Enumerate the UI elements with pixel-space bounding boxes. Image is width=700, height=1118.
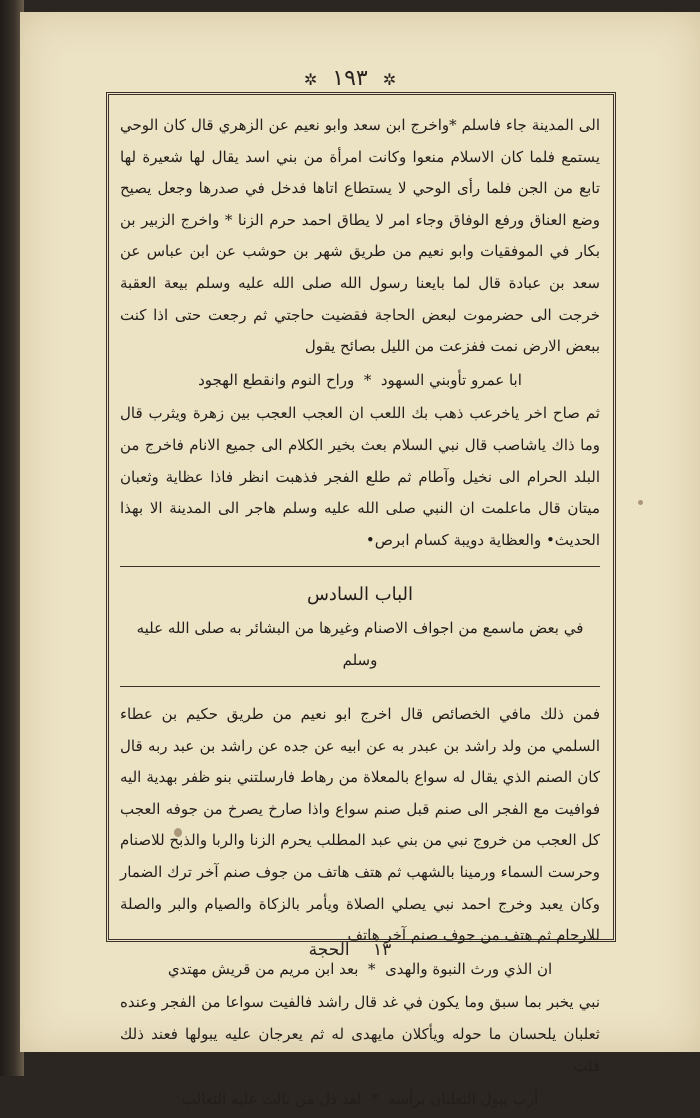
verse-3 [120,1084,600,1116]
ornament-left-icon: ✲ [382,70,397,89]
section-divider-bottom [120,686,600,687]
signature-line [0,940,700,960]
verse-1-second-hemistich: وراح النوم وانقطع الهجود [198,370,355,389]
main-text-block [120,110,600,1118]
paragraph-3: فمن ذلك مافي الخصائص قال اخرج ابو نعيم من طريق حكيم بن عطاء السلمي من ولد راشد بن عبدر به عن ابيه عن جده عن راشد بن عبد ربه قال كان الصنم الذي يقال له سواع بالمعلاة من رهاط فارسلتني بنو ظفر بهدية اليه فوافيت مع الفجر الى صنم قبل صنم سواع واذا صارخ يصرخ من جوفه العجب كل العجب من خروج نبي من بني عبد المطلب يحرم الزنا والربا والذبح للاصنام وحرست السماء ورمينا بالشهب ثم هتف هاتف من جوف صنم آخر ترك الضمار وكان يعبد وخرج احمد نبي يصلي الصلاة ويأمر بالزكاة والصيام والبر والصلة للارحام ثم هتف من جوف صنم آخر هاتف [120,705,600,945]
verse-separator: * [363,370,372,389]
verse-3-second-hemistich: لقد ذل من بالت عليه الثعالب [181,1090,362,1109]
verse-2-first-hemistich: ان الذي ورث النبوة والهدى [385,959,553,978]
verse-separator: * [368,959,376,978]
verse-1-first-hemistich: ابا عمرو تأوبني السهود [380,370,522,389]
ink-stain [174,828,182,837]
page-number: ١٩٣ [332,66,368,91]
ornament-right-icon: ✲ [303,70,318,89]
verse-2-second-hemistich: بعد ابن مريم من قريش مهتدي [167,959,359,978]
signature-title: الحجة [308,940,350,960]
paragraph-1: الى المدينة جاء فاسلم *واخرج ابن سعد وابو نعيم عن الزهري قال كان الوحي يستمع فلما كان الاسلام منعوا وكانت امرأة من بني اسد يقال لها شعيرة لها تابع من الجن فلما رأى الوحي لا يستطاع اتاها فدخل في صدرها وجعل يصيح وضع العناق ورفع الوفاق وجاء امر لا يطاق احمد حرم الزنا * واخرج الزبير بن بكار في الموفقيات وابو نعيم من طريق شهر بن حوشب عن ابن عباس عن سعد بن عبادة قال لما بايعنا رسول الله صلى الله عليه وسلم بيعة العقبة خرجت الى حضرموت لبعض الحاجة فقضيت حاجتي ثم رجعت حتى اذا كنت ببعض الارض نمت ففزعت من الليل بصائح يقول [120,116,600,356]
page-header [0,66,700,91]
verse-separator: * [371,1090,379,1109]
chapter-subtitle: في بعض ماسمع من اجواف الاصنام وغيرها من البشائر به صلى الله عليه وسلم [136,618,584,669]
paragraph-4: نبي يخبر بما سبق وما يكون في غد قال راشد فالفيت سواعا من الفجر وعنده ثعلبان يلحسان ما حوله ويأكلان مايهدى له ثم يعرجان عليه يبولها فعند ذلك قلت [120,993,600,1075]
section-divider-top [120,566,600,567]
chapter-title: الباب السادس [306,584,414,606]
paragraph-2: ثم صاح اخر ياخرعب ذهب بك اللعب ان العجب العجب بين زهرة ويثرب قال وما ذاك ياشاصب قال نبي السلام بعث بخير الكلام الى جميع الانام فاخرج من البلد الحرام الى نخيل وآطام ثم طلع الفجر فذهبت انظر فاذا عظاية وثعبان ميتان قال ماعلمت ان النبي صلى الله عليه وسلم هاجر الى المدينة الا بهذا الحديث• والعظاية دويبة كسام ابرص• [120,404,600,549]
signature-number: ١٣ [373,940,392,960]
ink-stain [638,500,643,505]
verse-1 [120,365,600,397]
verse-3-first-hemistich: أرب يبول الثعلبان برأسه [388,1090,539,1109]
